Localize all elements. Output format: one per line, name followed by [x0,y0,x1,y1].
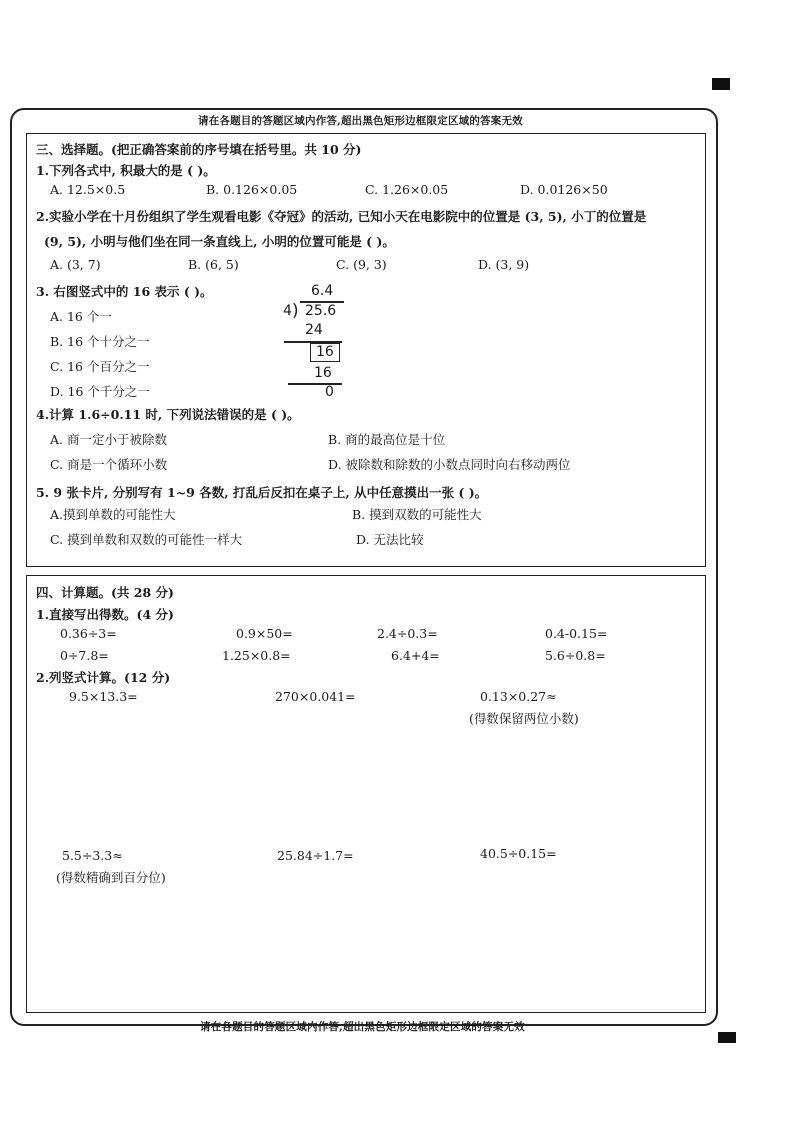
registration-mark-top [712,78,730,90]
q3-option-d: D. 16 个千分之一 [50,384,150,399]
q1-option-a: A. 12.5×0.5 [50,182,126,197]
q5-option-a: A.摸到单数的可能性大 [50,507,176,522]
q5-option-b: B. 摸到双数的可能性大 [352,507,482,522]
part1-title: 1.直接写出得数。(4 分) [36,607,174,622]
q1-option-b: B. 0.126×0.05 [206,182,298,197]
division-remainder-boxed: 16 [310,343,340,362]
division-bracket: ) [292,301,299,321]
q5-option-c: C. 摸到单数和双数的可能性一样大 [50,532,243,547]
q4-option-d: D. 被除数和除数的小数点同时向右移动两位 [328,457,571,472]
q4-stem: 4.计算 1.6÷0.11 时, 下列说法错误的是 ( )。 [36,407,300,422]
section4-title: 四、计算题。(共 28 分) [36,585,174,600]
vertical-item-3: 0.13×0.27≈ [480,689,557,704]
vertical-item-4: 5.5÷3.3≈ [62,848,123,863]
vertical-note-2: (得数精确到百分位) [56,870,166,885]
q4-option-b: B. 商的最高位是十位 [328,432,446,447]
section3-box [26,133,706,567]
vertical-item-6: 40.5÷0.15= [480,846,557,861]
oral-item-8: 5.6÷0.8= [545,648,606,663]
vertical-item-5: 25.84÷1.7= [277,848,354,863]
q1-option-c: C. 1.26×0.05 [365,182,449,197]
q1-option-d: D. 0.0126×50 [520,182,608,197]
oral-item-6: 1.25×0.8= [222,648,291,663]
oral-item-2: 0.9×50= [236,626,293,641]
registration-mark-bottom [718,1032,736,1043]
oral-item-3: 2.4÷0.3= [377,626,438,641]
notice-bottom: 请在各题目的答题区域内作答,超出黑色矩形边框限定区域的答案无效 [200,1021,525,1033]
division-divisor: 4 [283,303,292,319]
q2-stem-line2: (9, 5), 小明与他们坐在同一条直线上, 小明的位置可能是 ( )。 [44,234,395,249]
q3-option-c: C. 16 个百分之一 [50,359,150,374]
q4-option-a: A. 商一定小于被除数 [50,432,167,447]
notice-top: 请在各题目的答题区域内作答,超出黑色矩形边框限定区域的答案无效 [198,115,523,127]
section3-title: 三、选择题。(把正确答案前的序号填在括号里。共 10 分) [36,142,362,157]
q4-option-c: C. 商是一个循环小数 [50,457,168,472]
division-final: 0 [325,384,334,400]
q1-stem: 1.下列各式中, 积最大的是 ( )。 [36,163,216,178]
q3-option-b: B. 16 个十分之一 [50,334,150,349]
q5-option-d: D. 无法比较 [356,532,424,547]
q3-stem: 3. 右图竖式中的 16 表示 ( )。 [36,284,213,299]
q3-option-a: A. 16 个一 [50,309,112,324]
vertical-item-1: 9.5×13.3= [69,689,138,704]
q2-stem-line1: 2.实验小学在十月份组织了学生观看电影《夺冠》的活动, 已知小天在电影院中的位置是 (3, 5), 小丁的位置是 [36,209,647,224]
division-step1: 24 [305,322,323,338]
oral-item-5: 0÷7.8= [60,648,109,663]
oral-item-7: 6.4+4= [391,648,440,663]
division-dividend: 25.6 [305,303,337,319]
vertical-note-1: (得数保留两位小数) [469,711,579,726]
vertical-item-2: 270×0.041= [275,689,356,704]
q5-stem: 5. 9 张卡片, 分别写有 1~9 各数, 打乱后反扣在桌子上, 从中任意摸出一张 ( )。 [36,485,488,500]
division-step2: 16 [314,365,332,381]
q2-option-c: C. (9, 3) [336,257,387,272]
q2-option-a: A. (3, 7) [50,257,101,272]
division-quotient: 6.4 [311,283,334,299]
oral-item-4: 0.4-0.15= [545,626,608,641]
oral-item-1: 0.36÷3= [60,626,117,641]
q2-option-b: B. (6, 5) [188,257,239,272]
part2-title: 2.列竖式计算。(12 分) [36,670,171,685]
q2-option-d: D. (3, 9) [478,257,530,272]
